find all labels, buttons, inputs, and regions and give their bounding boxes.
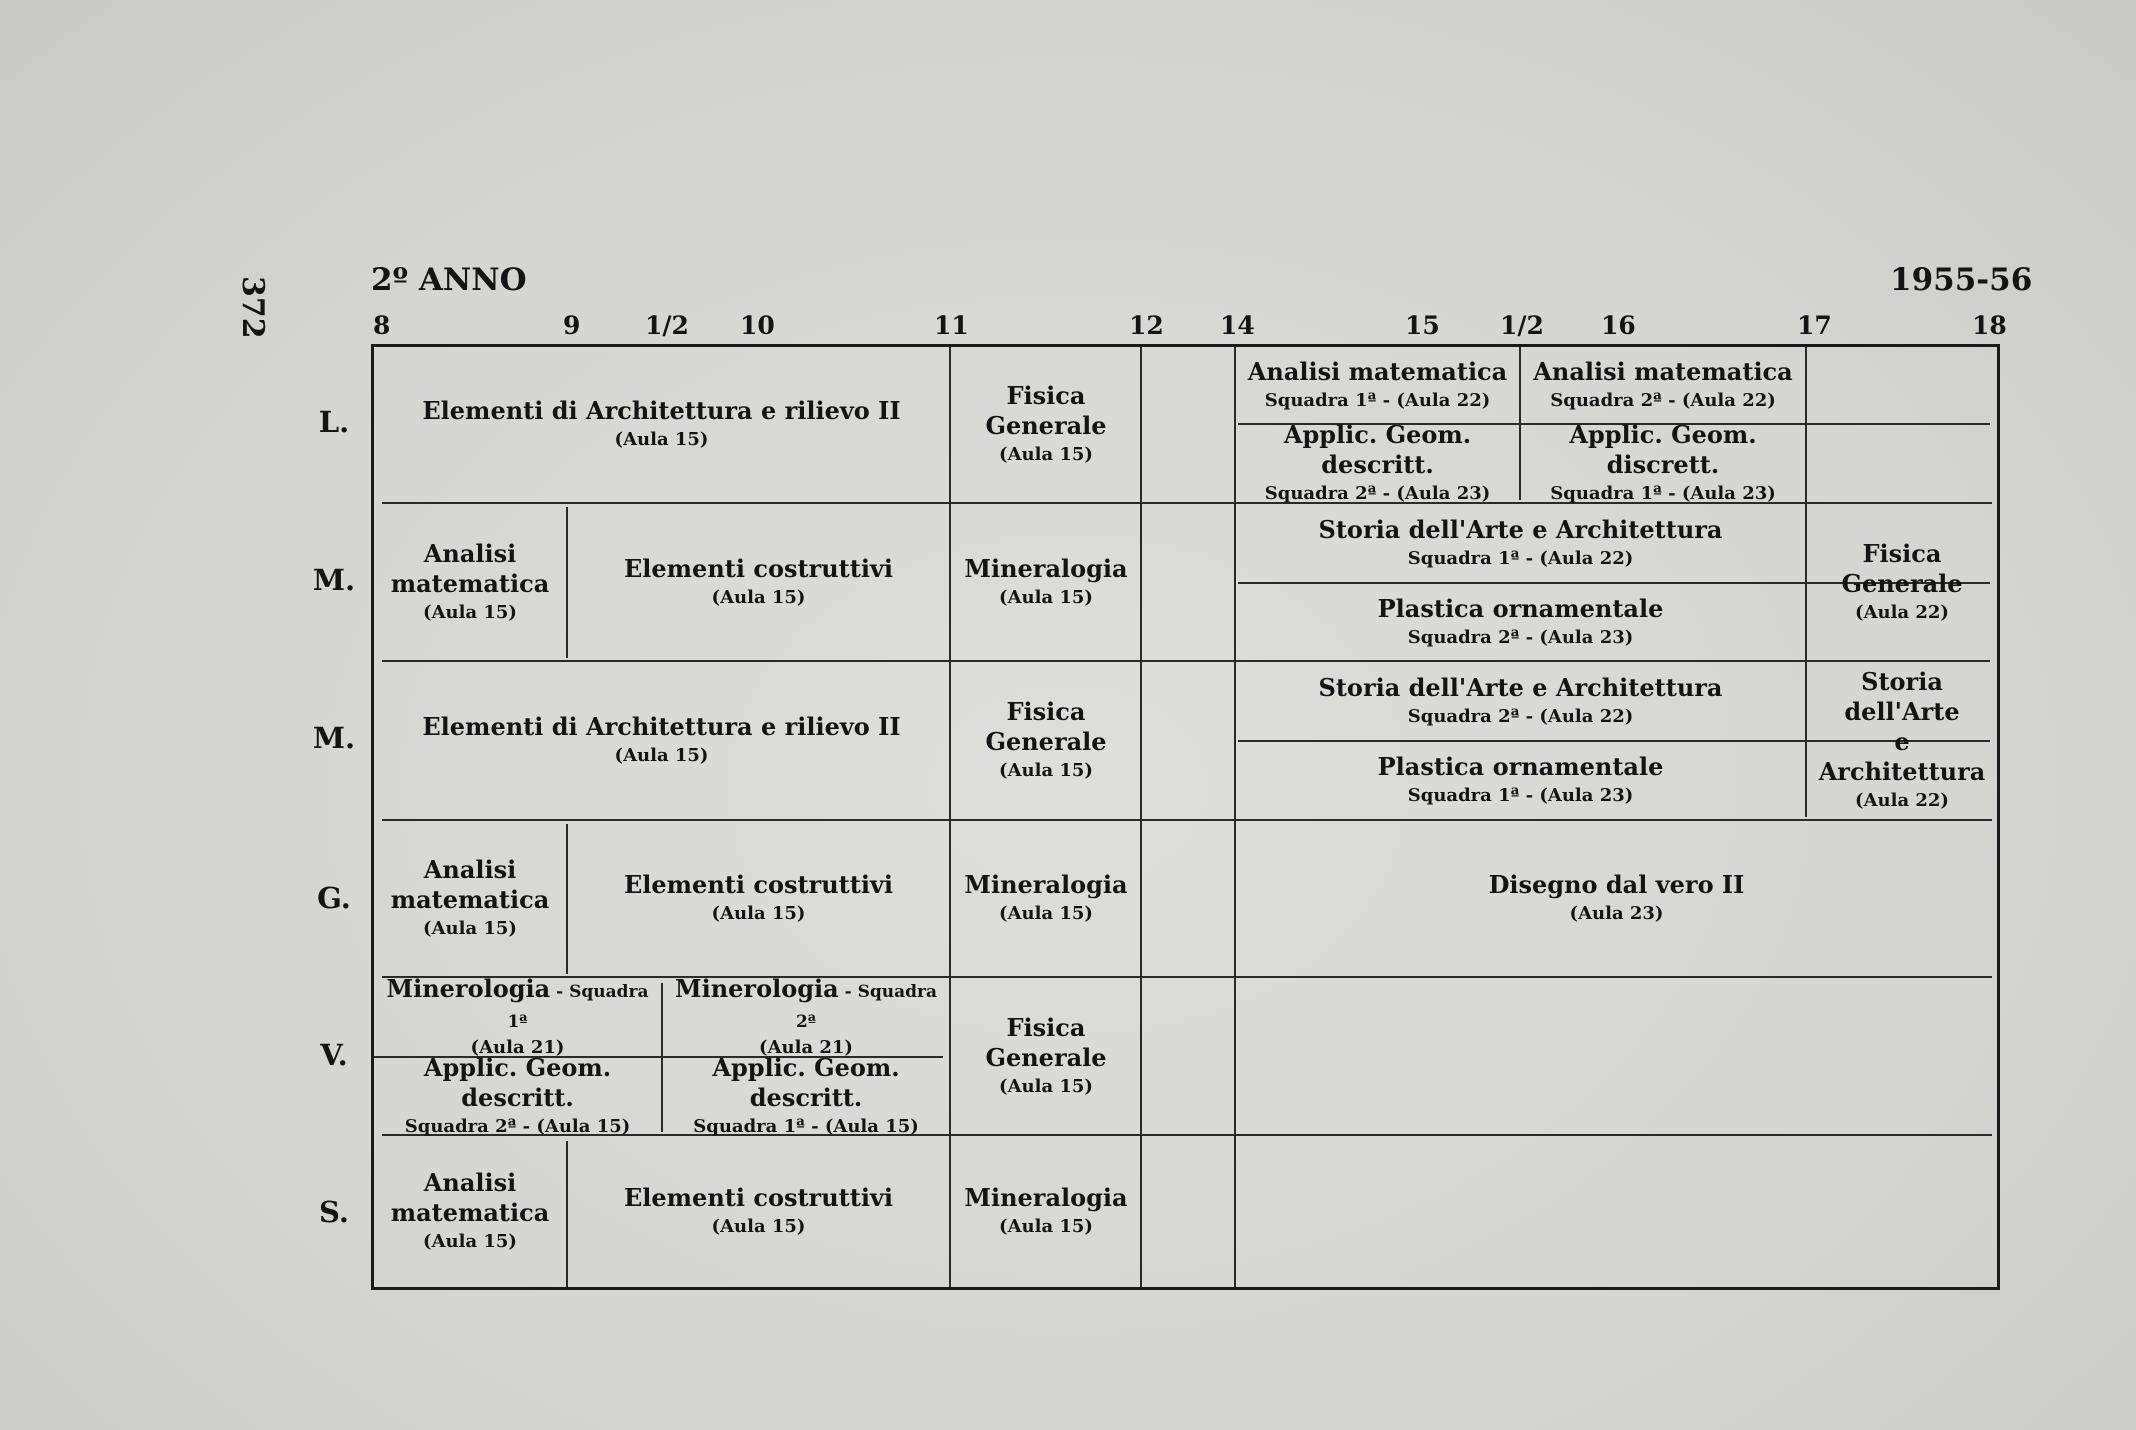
- cell-wed-plastica-sq1: Plastica ornamentale Squadra 1ª - (Aula 23): [1377, 752, 1664, 806]
- hour-tick: 11: [934, 311, 969, 340]
- cell-mon-applic-sq1: Applic. Geom. discrett. Squadra 1ª - (Aula 23): [1550, 420, 1776, 504]
- page-number: 372: [235, 276, 270, 339]
- cell-mon-analisi-sq2: Analisi matematica Squadra 2ª - (Aula 22): [1533, 356, 1793, 411]
- column-divider: [949, 347, 951, 1287]
- hour-tick-half: 1/2: [645, 311, 689, 340]
- cell-tue-fisica: Fisica Generale (Aula 22): [1841, 538, 1963, 623]
- hour-tick: 15: [1405, 311, 1440, 340]
- cell-sat-mineralogia: Mineralogia (Aula 15): [964, 1183, 1128, 1237]
- hour-tick: 18: [1972, 311, 2007, 340]
- hour-tick: 12: [1129, 311, 1164, 340]
- hour-tick: 8: [373, 311, 391, 340]
- cell-thu-mineralogia: Mineralogia (Aula 15): [964, 870, 1128, 924]
- cell-thu-disegno: Disegno dal vero II (Aula 23): [1488, 870, 1745, 924]
- cell-tue-mineralogia: Mineralogia (Aula 15): [964, 553, 1128, 608]
- cell-fri-fisica: Fisica Generale (Aula 15): [985, 1012, 1107, 1097]
- day-label-tuesday: M.: [312, 563, 356, 597]
- hour-tick: 16: [1601, 311, 1636, 340]
- day-label-monday: L.: [318, 405, 350, 439]
- cell-thu-elementi-costruttivi: Elementi costruttivi (Aula 15): [623, 870, 893, 924]
- hour-tick: 9: [563, 311, 581, 340]
- cell-tue-plastica-sq2: Plastica ornamentale Squadra 2ª - (Aula 23): [1377, 593, 1664, 648]
- cell-wed-elementi-architettura: Elementi di Architettura e rilievo II (Aula 15): [422, 712, 901, 766]
- cell-wed-fisica: Fisica Generale (Aula 15): [985, 697, 1107, 781]
- hour-tick: 14: [1220, 311, 1255, 340]
- cell-tue-analisi: Analisi matematica (Aula 15): [390, 538, 550, 623]
- day-label-wednesday: M.: [312, 721, 356, 755]
- row-divider: [1238, 1134, 1992, 1136]
- cell-fri-minerologia-sq1: Minerologia - Squadra 1ª (Aula 21): [386, 973, 649, 1058]
- cell-fri-minerologia-sq2: Minerologia - Squadra 2ª (Aula 21): [675, 973, 937, 1058]
- cell-sat-elementi-costruttivi: Elementi costruttivi (Aula 15): [623, 1183, 893, 1237]
- academic-year: 1955-56: [1890, 262, 2033, 298]
- cell-mon-elementi-architettura: Elementi di Architettura e rilievo II (Aula 15): [422, 396, 901, 450]
- cell-wed-storia: Storia dell'Arte e Architettura (Aula 22): [1818, 667, 1986, 811]
- hour-tick-half: 1/2: [1500, 311, 1544, 340]
- cell-mon-analisi-sq1: Analisi matematica Squadra 1ª - (Aula 22): [1247, 356, 1508, 411]
- day-label-thursday: G.: [317, 881, 351, 915]
- day-label-friday: V.: [320, 1038, 348, 1072]
- cell-fri-applic-sq2: Applic. Geom. descritt. Squadra 2ª - (Aula 15): [404, 1052, 631, 1137]
- cell-mon-applic-sq2: Applic. Geom. descritt. Squadra 2ª - (Aula 23): [1264, 420, 1491, 504]
- timetable-grid: [371, 344, 2000, 1290]
- day-label-saturday: S.: [318, 1195, 349, 1229]
- row-divider: [1238, 976, 1992, 978]
- cell-wed-storia-sq2: Storia dell'Arte e Architettura Squadra 2ª - (Aula 22): [1318, 672, 1723, 727]
- cell-mon-fisica: Fisica Generale (Aula 15): [985, 381, 1107, 465]
- cell-sat-analisi: Analisi matematica (Aula 15): [390, 1168, 550, 1252]
- cell-fri-applic-sq1: Applic. Geom. descritt. Squadra 1ª - (Aula 15): [693, 1052, 919, 1137]
- cell-tue-storia-sq1: Storia dell'Arte e Architettura Squadra 1ª - (Aula 22): [1318, 514, 1723, 569]
- column-divider: [1140, 347, 1142, 1287]
- hour-tick: 17: [1797, 311, 1832, 340]
- year-heading: 2º ANNO: [371, 262, 527, 298]
- cell-tue-elementi-costruttivi: Elementi costruttivi (Aula 15): [623, 553, 893, 608]
- hour-tick: 10: [740, 311, 775, 340]
- cell-thu-analisi: Analisi matematica (Aula 15): [390, 855, 550, 939]
